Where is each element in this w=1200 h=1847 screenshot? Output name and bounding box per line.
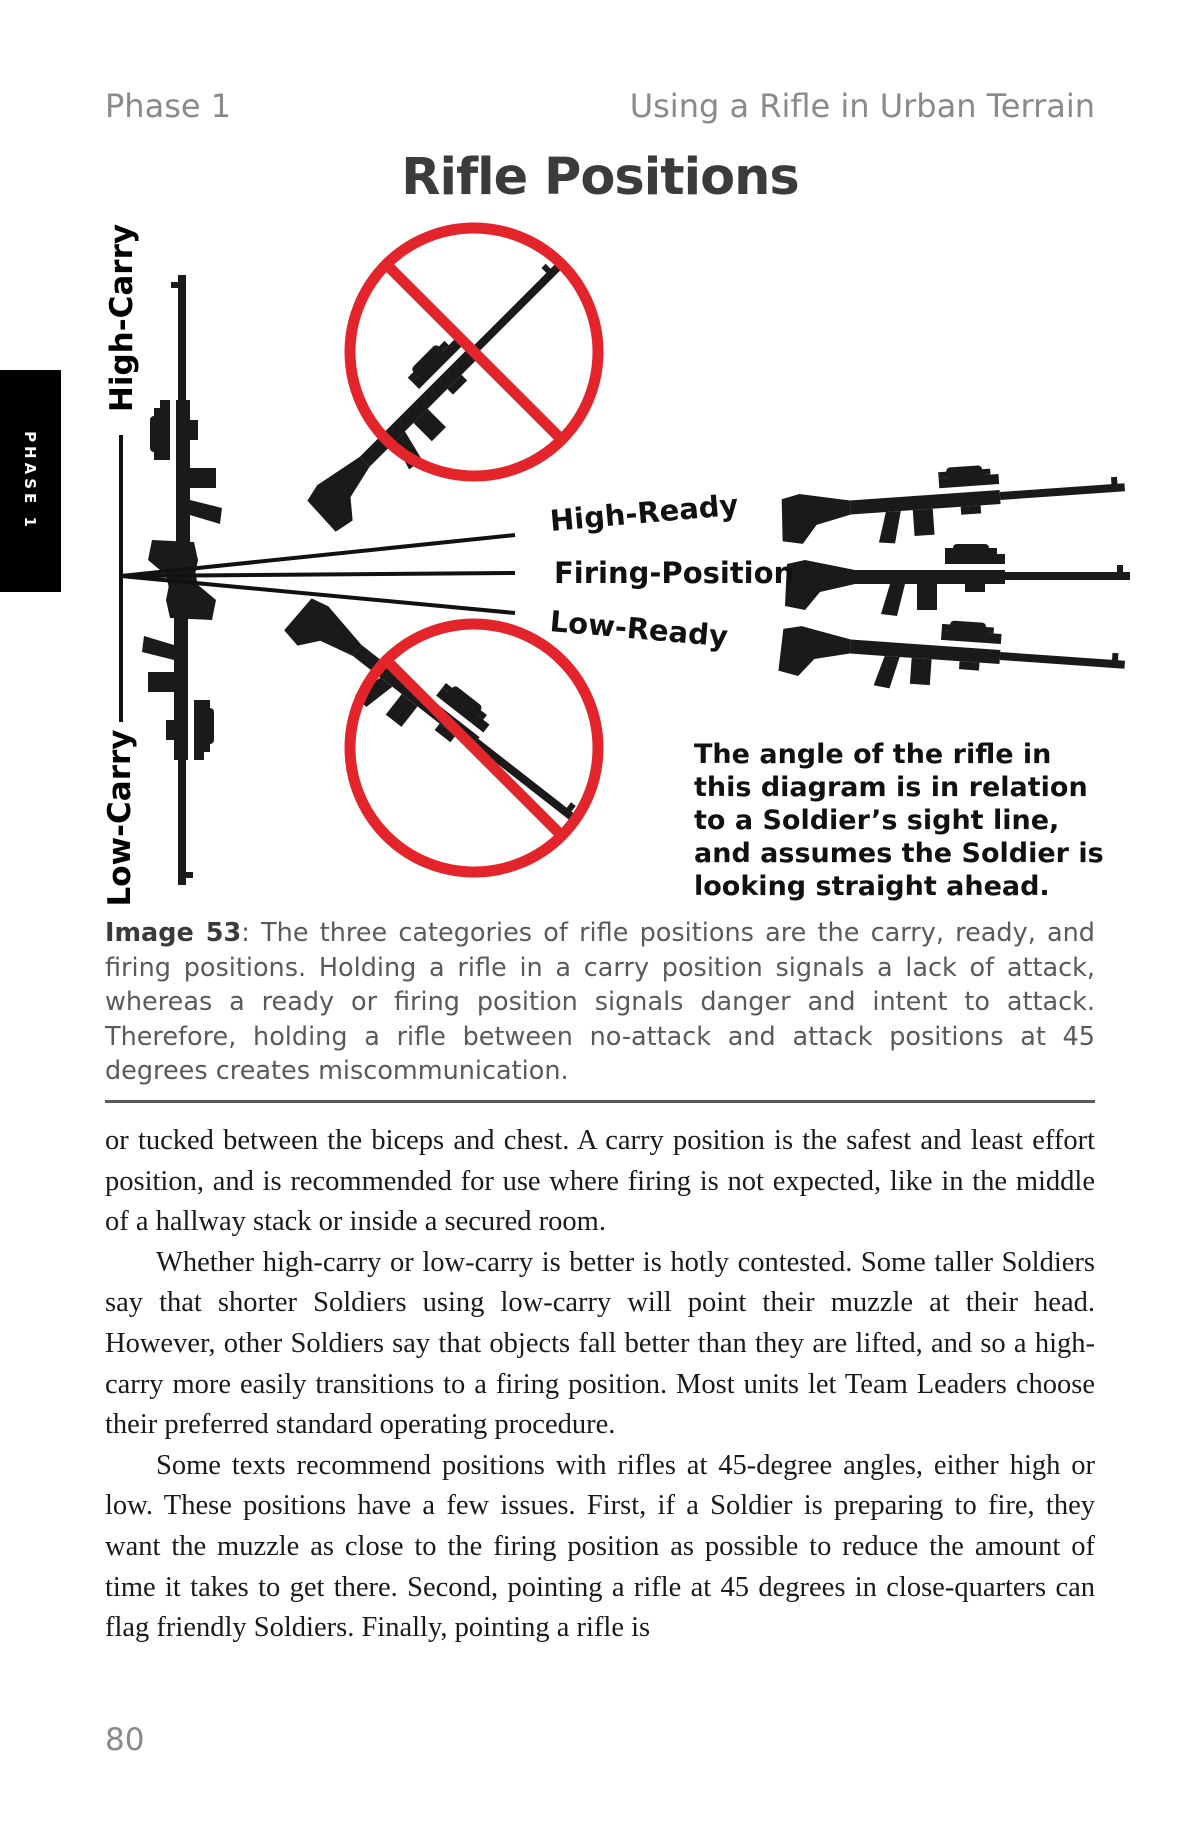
- firing-position-label: Firing-Position: [554, 556, 795, 590]
- body-paragraph: Whether high-carry or low-carry is better is hotly contested. Some taller Soldiers say that shorter Soldiers using low-carry will point their muzzle at their head. However, other Soldiers say that objects fall better than they are lifted, and so a high-carry more easily transitions to a firing position. Most units let Team Leaders choose their preferred standard operating procedure.: [105, 1246, 1095, 1441]
- low-ready-label: Low-Ready: [548, 604, 730, 654]
- rifle-silhouette-icon: [778, 455, 1127, 551]
- low-carry-label: Low-Carry: [102, 729, 138, 907]
- rifle-silhouette-icon: [292, 244, 587, 539]
- figure-caption: [105, 916, 1095, 1089]
- caption-divider: [105, 1100, 1095, 1103]
- side-tab-label: PHASE 1: [21, 431, 39, 531]
- body-paragraph: or tucked between the biceps and chest. A carry position is the safest and least effort position, and is recommended for use where firing is not expected, like in the middle of a hallway stack or inside a secured room.: [105, 1125, 1095, 1238]
- body-text: [105, 1121, 1095, 1649]
- header-section-label: Phase 1: [105, 87, 232, 125]
- rifle-silhouette-icon: [785, 544, 1130, 616]
- header-chapter-title: Using a Rifle in Urban Terrain: [629, 87, 1095, 125]
- prohibition-sign-icon: [292, 228, 598, 539]
- page-number: 80: [105, 1722, 145, 1758]
- caption-label: Image 53: [105, 918, 242, 948]
- caption-text: : The three categories of rifle positions are the carry, ready, and firing positions. Holding a rifle in a carry position signals a lack of attack, whereas a ready or firing position signals danger and intent to attack. Therefore, holding a rifle between no-attack and attack positions at 45 degrees creates miscommunication.: [105, 918, 1095, 1086]
- rifle-silhouette-icon: [778, 609, 1127, 705]
- high-ready-label: High-Ready: [548, 487, 740, 538]
- high-carry-label: High-Carry: [104, 223, 140, 413]
- diagram-note: The angle of the rifle in this diagram is in relation to a Soldier’s sight line, and assumes the Soldier is looking straight ahead.: [694, 739, 1104, 902]
- figure-title: Rifle Positions: [401, 148, 799, 207]
- body-paragraph: Some texts recommend positions with rifles at 45-degree angles, either high or low. These positions have a few issues. First, if a Soldier is preparing to fire, they want the muzzle as close to the firing position as possible to reduce the amount of time it takes to get there. Second, pointing a rifle at 45 degrees in close-quarters can flag friendly Soldiers. Finally, pointing a rifle is: [105, 1449, 1095, 1644]
